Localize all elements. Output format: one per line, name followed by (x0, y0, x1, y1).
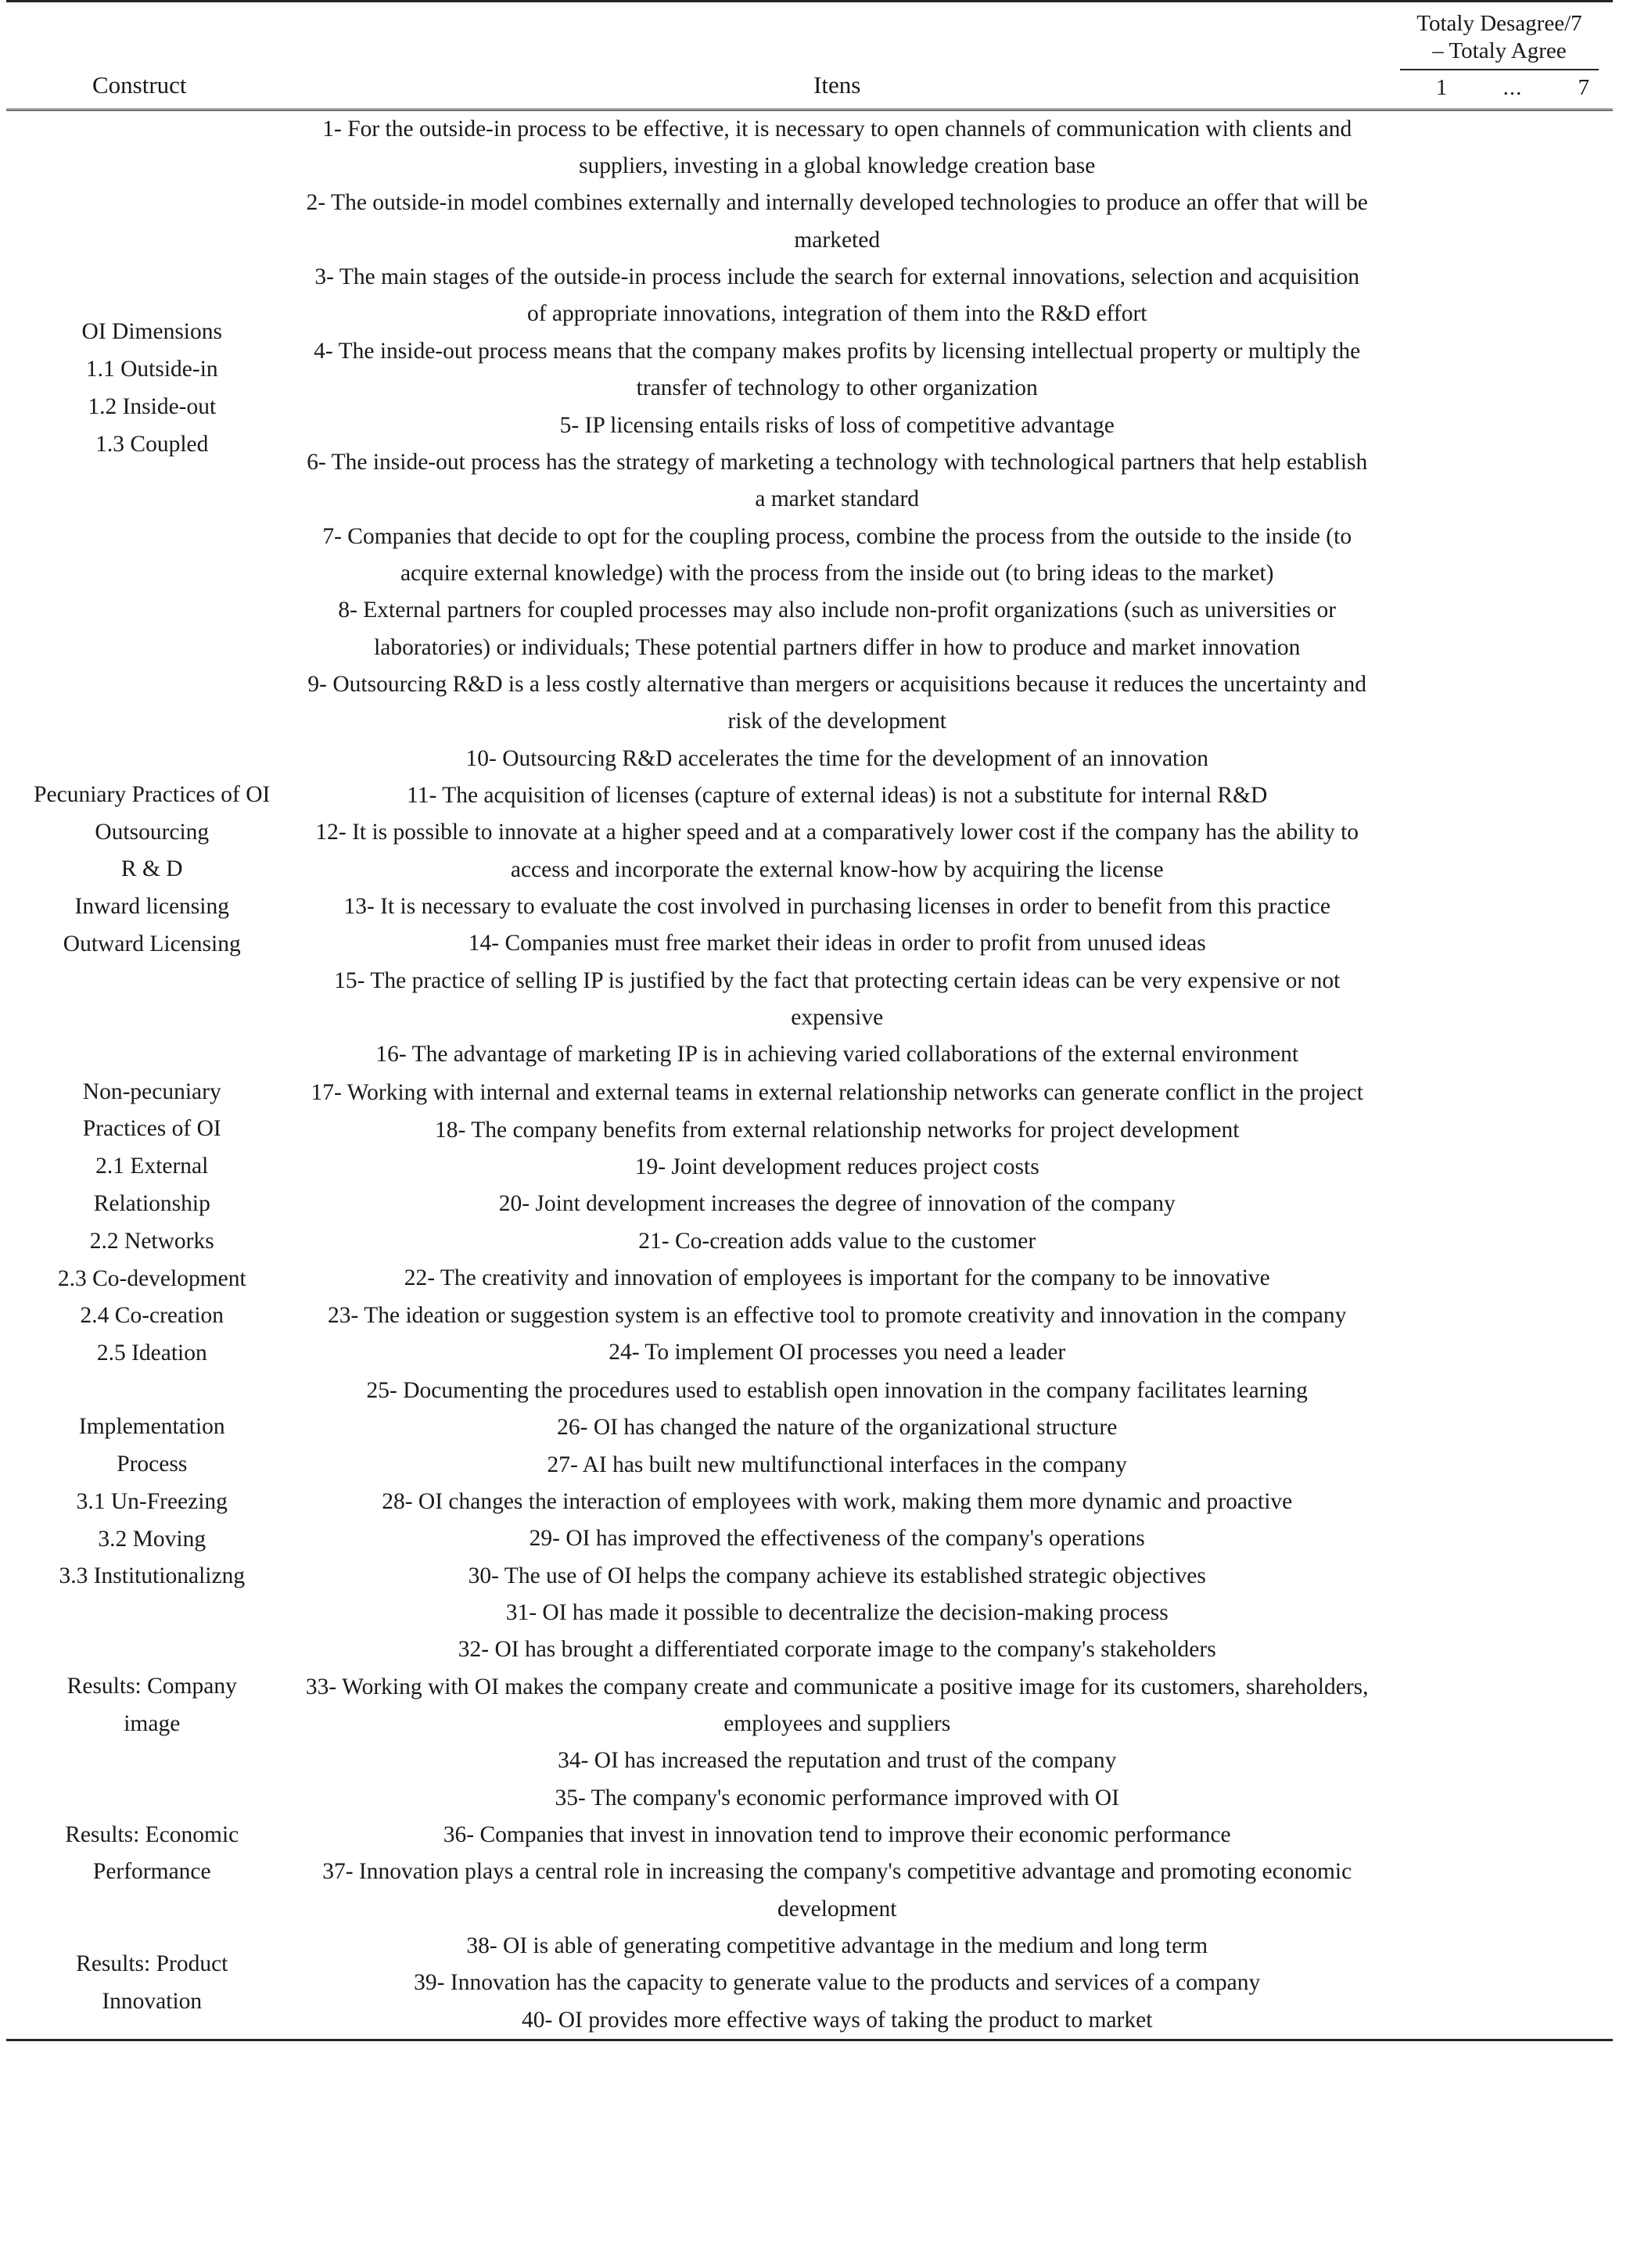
scale-ellipsis-label: ... (1503, 74, 1523, 100)
construct-line: 1.2 Inside-out (88, 393, 217, 419)
construct-line: Non-pecuniary (82, 1078, 221, 1104)
survey-item: 14- Companies must free market their ideas in order to profit from unused ideas (468, 931, 1206, 956)
survey-item: 24- To implement OI processes you need a leader (609, 1339, 1066, 1365)
survey-item: 12- It is possible to innovate at a higher speed and at a comparatively lower cost if the company has the ability to access and incorporate the external know-how by acquiring the license (315, 820, 1359, 882)
header-row (6, 2, 1613, 110)
survey-item: 11- The acquisition of licenses (capture of external ideas) is not a substitute for internal R&D (407, 782, 1268, 808)
table-row (6, 109, 1613, 666)
construct-cell (6, 1631, 298, 1779)
construct-line: 2.3 Co-development (57, 1265, 246, 1291)
construct-line: 1.1 Outside-in (85, 357, 218, 382)
survey-item: 39- Innovation has the capacity to generate value to the products and services of a company (414, 1970, 1261, 1996)
table-row (6, 1373, 1613, 1631)
column-header-construct: Construct (6, 2, 298, 110)
table-row (6, 1631, 1613, 1779)
scale-response-cell[interactable] (1377, 1631, 1613, 1779)
table-body (6, 109, 1613, 2040)
survey-item: 40- OI provides more effective ways of taking the product to market (522, 2007, 1153, 2033)
construct-cell (6, 1780, 298, 1928)
survey-item: 22- The creativity and innovation of employees is important for the company to be innovative (404, 1265, 1270, 1291)
survey-item: 8- External partners for coupled processes may also include non-profit organizations (such as universities or laboratories) or individuals; These potential partners differ in how to produce and market innovation (338, 598, 1337, 660)
scale-min-label: 1 (1435, 74, 1448, 100)
construct-line: 2.1 External (95, 1154, 209, 1179)
survey-item: 32- OI has brought a differentiated corporate image to the company's stakeholders (458, 1637, 1216, 1663)
construct-line: image (124, 1711, 181, 1737)
survey-item: 23- The ideation or suggestion system is an effective tool to promote creativity and innovation in the company (328, 1302, 1347, 1328)
construct-line: 3.3 Institutionalizng (59, 1563, 246, 1589)
construct-line: 2.2 Networks (89, 1228, 214, 1254)
construct-line: Practices of OI (82, 1116, 221, 1142)
items-cell (298, 1074, 1377, 1373)
construct-line: Process (117, 1451, 188, 1477)
construct-cell (6, 1373, 298, 1631)
survey-item: 31- OI has made it possible to decentralize the decision-making process (505, 1600, 1169, 1625)
table-row (6, 666, 1613, 1074)
survey-item: 19- Joint development reduces project costs (634, 1154, 1039, 1180)
construct-line: R & D (120, 856, 183, 882)
construct-line: Innovation (102, 1989, 203, 2015)
survey-item: 34- OI has increased the reputation and trust of the company (558, 1748, 1117, 1774)
survey-item: 10- Outsourcing R&D accelerates the time for the development of an innovation (465, 745, 1208, 771)
survey-item: 9- Outsourcing R&D is a less costly alternative than mergers or acquisitions because it reduces the uncertainty and risk of the development (307, 671, 1367, 734)
table-row (6, 1780, 1613, 1928)
items-cell (298, 666, 1377, 1074)
survey-item: 27- AI has built new multifunctional interfaces in the company (547, 1452, 1127, 1477)
items-cell (298, 109, 1377, 666)
survey-item: 35- The company's economic performance improved with OI (555, 1785, 1119, 1810)
construct-cell (6, 1928, 298, 2040)
items-cell (298, 1373, 1377, 1631)
survey-item: 25- Documenting the procedures used to establish open innovation in the company facilitates learning (366, 1377, 1308, 1403)
items-cell (298, 1928, 1377, 2040)
table-row (6, 1928, 1613, 2040)
table-header (6, 2, 1613, 110)
scale-title-line1: Totaly Desagree/7 (1416, 11, 1582, 36)
construct-line: Implementation (78, 1414, 225, 1440)
table-row (6, 1074, 1613, 1373)
construct-line: 2.4 Co-creation (80, 1303, 224, 1329)
survey-item: 7- Companies that decide to opt for the coupling process, combine the process from the outside to the inside (to acquire external knowledge) with the process from the inside out (to bring ideas to the market) (322, 523, 1352, 586)
construct-line: Outsourcing (95, 819, 210, 845)
survey-item: 20- Joint development increases the degree of innovation of the company (498, 1191, 1176, 1217)
construct-line: Results: Product (76, 1951, 228, 1977)
survey-item: 15- The practice of selling IP is justified by the fact that protecting certain ideas can be very expensive or not expensive (334, 967, 1341, 1030)
survey-item: 6- The inside-out process has the strategy of marketing a technology with technological partners that help establish a market standard (307, 449, 1368, 512)
scale-values (1400, 70, 1599, 109)
survey-item: 2- The outside-in model combines externally and internally developed technologies to produce an offer that will be marketed (306, 190, 1368, 253)
construct-line: OI Dimensions (81, 319, 222, 345)
construct-cell (6, 109, 298, 666)
survey-item: 16- The advantage of marketing IP is in achieving varied collaborations of the external environment (375, 1042, 1299, 1068)
construct-cell (6, 666, 298, 1074)
survey-item: 1- For the outside-in process to be effective, it is necessary to open channels of communication with clients and suppliers, investing in a global knowledge creation base (322, 116, 1352, 179)
survey-item: 36- Companies that invest in innovation tend to improve their economic performance (443, 1822, 1231, 1848)
survey-item: 30- The use of OI helps the company achieve its established strategic objectives (468, 1563, 1206, 1588)
survey-item: 3- The main stages of the outside-in process include the search for external innovations, selection and acquisition of appropriate innovations, integration of them into the R&D effort (314, 264, 1360, 327)
construct-line: Results: Company (66, 1674, 237, 1699)
scale-response-cell[interactable] (1377, 1074, 1613, 1373)
column-header-scale (1377, 2, 1613, 110)
survey-item: 28- OI changes the interaction of employees with work, making them more dynamic and proactive (382, 1488, 1293, 1514)
survey-item: 21- Co-creation adds value to the customer (638, 1228, 1036, 1254)
construct-line: Performance (92, 1859, 211, 1885)
items-cell (298, 1780, 1377, 1928)
construct-line: 3.1 Un-Freezing (76, 1488, 228, 1514)
construct-line: Relationship (93, 1191, 210, 1217)
scale-title-line2: – Totaly Agree (1432, 38, 1567, 64)
survey-item: 33- Working with OI makes the company create and communicate a positive image for its customers, shareholders, employees and suppliers (305, 1674, 1369, 1737)
construct-line: 1.3 Coupled (95, 431, 209, 457)
survey-item: 38- OI is able of generating competitive advantage in the medium and long term (466, 1933, 1208, 1959)
scale-response-cell[interactable] (1377, 1928, 1613, 2040)
construct-line: Outward Licensing (63, 931, 241, 956)
construct-line: Pecuniary Practices of OI (34, 781, 271, 807)
scale-response-cell[interactable] (1377, 1780, 1613, 1928)
column-header-items: Itens (298, 2, 1377, 110)
construct-line: Results: Economic (65, 1821, 239, 1847)
survey-item: 29- OI has improved the effectiveness of the company's operations (529, 1526, 1145, 1552)
construct-cell (6, 1074, 298, 1373)
survey-item: 26- OI has changed the nature of the organizational structure (557, 1415, 1118, 1441)
scale-max-label: 7 (1578, 74, 1589, 100)
scale-response-cell[interactable] (1377, 109, 1613, 666)
construct-line: Inward licensing (74, 894, 229, 920)
survey-item: 4- The inside-out process means that the company makes profits by licensing intellectual property or multiply the transfer of technology to other organization (314, 338, 1361, 401)
survey-item: 13- It is necessary to evaluate the cost involved in purchasing licenses in order to benefit from this practice (343, 893, 1330, 919)
scale-response-cell[interactable] (1377, 1373, 1613, 1631)
survey-construct-items-table (6, 0, 1613, 2041)
construct-line: 2.5 Ideation (96, 1340, 207, 1366)
scale-response-cell[interactable] (1377, 666, 1613, 1074)
items-cell (298, 1631, 1377, 1779)
construct-line: 3.2 Moving (98, 1526, 206, 1552)
survey-item: 17- Working with internal and external teams in external relationship networks can generate conflict in the project (311, 1080, 1363, 1106)
survey-item: 18- The company benefits from external relationship networks for project development (435, 1117, 1240, 1143)
scale-title (1400, 2, 1599, 70)
survey-item: 5- IP licensing entails risks of loss of competitive advantage (559, 412, 1115, 438)
survey-item: 37- Innovation plays a central role in increasing the company's competitive advantage and promoting economic development (322, 1859, 1352, 1922)
